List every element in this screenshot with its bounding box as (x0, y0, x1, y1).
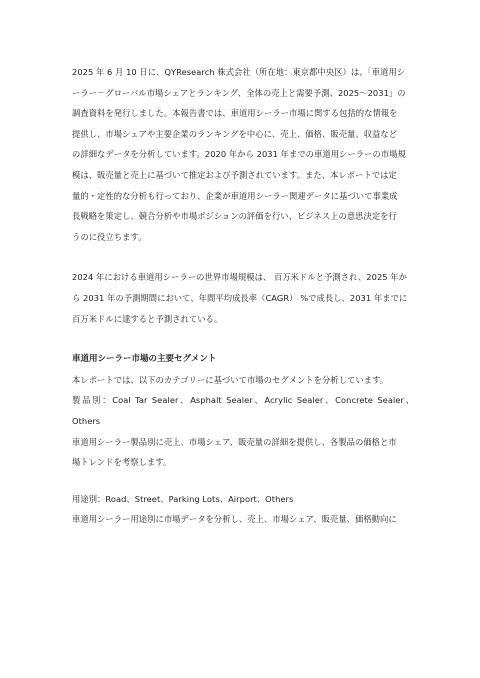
market-line: 2024 年における車道用シーラーの世界市場規模は、 百万米ドルと予測され、2025 年か (72, 272, 407, 283)
intro-line: 模は、販売量と売上に基づいて推定および予測されています。また、本レポートでは定 (72, 169, 397, 180)
intro-paragraph (72, 62, 414, 247)
application-line: 車道用シーラー用途別に市場データを分析し、売上、市場シェア、販売量、価格動向に (72, 514, 397, 525)
intro-line: 2025 年 6 月 10 日に、QYResearch 株式会社（所在地：東京都中央区）は、「車道用シ (72, 67, 406, 77)
intro-line: の詳細なデータを分析しています。2020 年から 2031 年までの車道用シーラーの市場規 (72, 149, 406, 160)
intro-line: 長戦略を策定し、競合分析や市場ポジションの評価を行い、ビジネス上の意思決定を行 (72, 211, 397, 222)
product-line: 車道用シーラー製品別に売上、市場シェア、販売量の詳細を提供し、各製品の価格と市 (72, 436, 397, 447)
intro-line: うのに役立ちます。 (72, 231, 147, 242)
application-label: 用途別：Road、Street、Parking Lots、Airport、Others (72, 493, 294, 504)
product-label: 製品別：Coal Tar Sealer、Asphalt Sealer、Acrylic Sealer、Concrete Sealer、Others (72, 395, 414, 426)
segment-intro: 本レポートでは、以下のカテゴリーに基づいて市場のセグメントを分析しています。 (72, 374, 389, 385)
segment-heading: 車道用シーラー市場の主要セグメント (72, 354, 217, 365)
spacer (72, 329, 414, 349)
market-size-paragraph (72, 267, 414, 329)
spacer (72, 247, 414, 267)
intro-line: 量的・定性的な分析も行っており、企業が車道用シーラー関連データに基づいて事業成 (72, 190, 398, 201)
intro-line: 提供し、市場シェアや主要企業のランキングを中心に、売上、価格、販売量、収益など (72, 128, 398, 139)
market-line: ら 2031 年の予測期間において、年間平均成長率（CAGR） %で成長し、2031 年までに (72, 292, 408, 303)
product-line: 場トレンドを考察します。 (72, 457, 172, 468)
intro-line: 調査資料を発行しました。本報告書では、車道用シーラー市場に関する包括的な情報を (72, 108, 398, 119)
intro-line: ーラー－グローバル市場シェアとランキング、全体の売上と需要予測、2025～2031」の (72, 87, 406, 98)
market-line: 百万米ドルに達すると予測されている。 (72, 313, 223, 324)
spacer (72, 473, 414, 489)
